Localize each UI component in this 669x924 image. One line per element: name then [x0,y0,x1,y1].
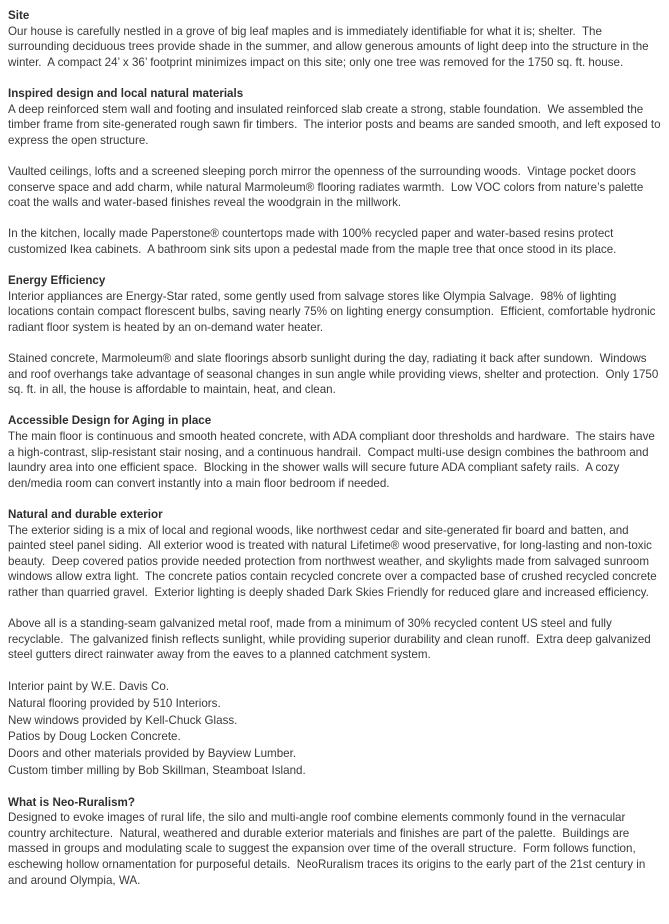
section-accessible-design [8,413,663,491]
credit-line: Custom timber milling by Bob Skillman, Steamboat Island. [8,764,306,778]
section-paragraph: A deep reinforced stem wall and footing and insulated reinforced slab create a strong, stable foundation. We assembled the timber frame from site-generated rough sawn fir timbers. The interior posts and beams are sanded smooth, and left exposed to express the open structure. [8,102,664,147]
section-energy-efficiency [8,273,663,398]
section-paragraph: The main floor is continuous and smooth heated concrete, with ADA compliant door thresholds and hardware. The stairs have a high-contrast, slip-resistant stair nosing, and a continuous handrail. Compact multi-use design combines the bathroom and laundry area into one efficient space. Blocking in the shower walls will secure future ADA compliant safety rails. A cozy den/media room can convert instantly into a main floor bedroom if needed. [8,430,659,490]
credit-line: Doors and other materials provided by Bayview Lumber. [8,747,297,761]
section-heading: What is Neo-Ruralism? [8,795,135,809]
section-exterior [8,507,663,663]
section-heading: Energy Efficiency [8,274,106,288]
section-design-materials [8,86,663,258]
section-paragraph: Stained concrete, Marmoleum® and slate floorings absorb sunlight during the day, radiating it back after sundown. Windows and roof overhangs take advantage of seasonal changes in sun angle while providing views, shelter and protection. Only 1750 sq. ft. in all, the house is affordable to maintain, heat, and clean. [8,352,662,397]
section-paragraph: Designed to evoke images of rural life, the silo and multi-angle roof combine elements commonly found in the vernacular country architecture. Natural, weathered and durable exterior materials and finishes are part of the palette. Buildings are massed in groups and modulating scale to suggest the expansion over time of the overall structure. Form follows function, eschewing hollow ornamentation for purposeful details. NeoRuralism traces its origins to the early part of the 21st century in and around Olympia, WA. [8,811,649,887]
section-paragraph: Vaulted ceilings, lofts and a screened sleeping porch mirror the openness of the surrounding woods. Vintage pocket doors conserve space and add charm, while natural Marmoleum® flooring radiates warmth. Low VOC colors from nature’s palette coat the walls and water-based finishes reveal the woodgrain in the millwork. [8,164,647,210]
section-paragraph: Our house is carefully nestled in a grove of big leaf maples and is immediately identifiable for what it is; shelter. The surrounding deciduous trees provide shade in the summer, and allow generous amounts of light deep into the structure in the winter. A compact 24’ x 36’ footprint minimizes impact on this site; only one tree was removed for the 1750 sq. ft. house. [8,24,652,69]
credit-line: Patios by Doug Locken Concrete. [8,730,181,744]
section-heading: Natural and durable exterior [8,508,163,521]
section-site [8,8,663,70]
section-paragraph: In the kitchen, locally made Paperstone® countertops made with 100% recycled paper and water-based resins protect customized Ikea cabinets. A bathroom sink sits upon a pedestal made from the maple tree that once stood in its place. [8,227,617,256]
section-heading: Site [8,9,30,22]
section-paragraph: Interior appliances are Energy-Star rated, some gently used from salvage stores like Olympia Salvage. 98% of lighting locations contain compact florescent bulbs, saving nearly 75% on lighting energy consumption. Efficient, comfortable hydronic radiant floor system is heated by an on-demand water heater. [8,289,659,334]
credits-list [8,679,663,780]
section-paragraph: The exterior siding is a mix of local and regional woods, like northwest cedar and site-generated fir board and batten, and painted steel panel siding. All exterior wood is treated with natural Lifetime® wood preservative, for long-lasting and non-toxic beauty. Deep covered patios provide needed protection from northwest weather, and skylights made from salvaged sunroom windows allow extra light. The concrete patios contain recycled concrete over a compacted base of crushed recycled concrete rather than quarried gravel. Exterior lighting is deeply shaded Dark Skies Friendly for reduced glare and increased efficiency. [8,523,660,599]
section-neo-ruralism [8,795,663,889]
credit-line: Interior paint by W.E. Davis Co. [8,679,170,693]
credit-line: Natural flooring provided by 510 Interiors. [8,696,221,710]
section-heading: Inspired design and local natural materials [8,86,244,100]
credit-line: New windows provided by Kell-Chuck Glass. [8,713,238,727]
section-paragraph: Above all is a standing-seam galvanized metal roof, made from a minimum of 30% recycled content US steel and fully recyclable. The galvanized finish reflects sunlight, while providing superior durability and clean runoff. Extra deep galvanized steel gutters direct rainwater away from the eaves to a planned catchment system. [8,617,654,662]
section-heading: Accessible Design for Aging in place [8,414,212,428]
